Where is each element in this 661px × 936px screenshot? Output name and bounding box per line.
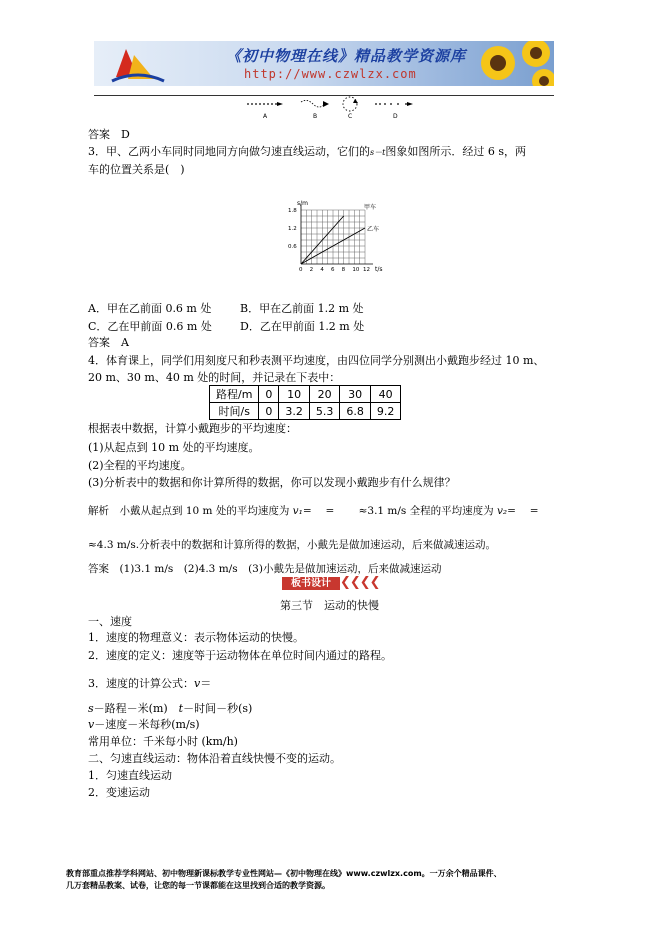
q3-option-a: A．甲在乙前面 0.6 m 处 xyxy=(88,302,212,315)
x-tick-label: 10 xyxy=(352,267,360,273)
q3-option-c: C．乙在甲前面 0.6 m 处 xyxy=(88,320,212,333)
symbol-t-text: －时间－秒(s) xyxy=(183,702,253,715)
table-row-label: 时间/s xyxy=(210,403,259,420)
table-cell: 30 xyxy=(340,386,371,403)
table-cell: 3.2 xyxy=(279,403,310,420)
q4-ask: 根据表中数据，计算小戴跑步的平均速度： xyxy=(88,422,297,435)
sunflower-icon xyxy=(474,41,554,86)
table-cell: 20 xyxy=(309,386,340,403)
logo-icon xyxy=(108,41,168,86)
figure-label-a: A xyxy=(263,113,268,120)
series-label-yi: 乙车 xyxy=(367,226,380,233)
st-graph xyxy=(284,198,384,278)
x-tick-label: 6 xyxy=(331,267,335,273)
symbol-v-text: －速度－米每秒(m/s) xyxy=(94,718,200,731)
figure-label-c: C xyxy=(348,113,353,120)
trajectory-d xyxy=(375,102,413,106)
x-tick-label: 0 xyxy=(299,267,303,273)
analysis-text-a: 解析 小戴从起点到 10 m 处的平均速度为 xyxy=(88,505,293,517)
formula-v: v xyxy=(194,677,201,690)
q3-text: 3．甲、乙两小车同时同地同方向做匀速直线运动，它们的 xyxy=(88,145,370,158)
q4-ask-3: (3)分析表中的数据和你计算所得的数据，你可以发现小戴跑步有什么规律？ xyxy=(88,476,456,489)
board-item-3-text: 3．速度的计算公式： xyxy=(88,677,194,690)
q4-ask-2: (2)全程的平均速度。 xyxy=(88,459,192,472)
figure-label-b: B xyxy=(313,113,318,120)
analysis-text-b: = = ≈3.1 m/s 全程的平均速度为 xyxy=(302,505,497,517)
symbol-s: s xyxy=(88,702,94,715)
table-cell: 40 xyxy=(370,386,401,403)
table-cell: 0 xyxy=(259,403,279,420)
q3-text-end: 图象如图所示．经过 6 s，两 xyxy=(385,145,526,158)
y-tick-label: 0.6 xyxy=(288,244,297,250)
x-tick-label: 12 xyxy=(363,267,370,273)
series-label-jia: 甲车 xyxy=(364,204,377,211)
table-cell: 9.2 xyxy=(370,403,401,420)
y-tick-label: 1.8 xyxy=(288,208,297,214)
chevrons-left-icon: ❮❮❮❮ xyxy=(340,575,380,590)
table-cell: 10 xyxy=(279,386,310,403)
x-tick-label: 8 xyxy=(341,267,346,273)
board-symbol-v xyxy=(88,716,200,732)
q3-answer: 答案 A xyxy=(88,336,129,349)
table-cell: 5.3 xyxy=(309,403,340,420)
record-table xyxy=(209,385,401,420)
banner-url: http://www.czwlzx.com xyxy=(244,67,417,81)
q4-analysis-line1 xyxy=(88,503,539,518)
table-cell: 0 xyxy=(259,386,279,403)
symbol-t: t xyxy=(178,702,184,715)
q4-line2: 20 m、30 m、40 m 处的时间，并记录在下表中： xyxy=(88,371,341,384)
analysis-v1: v₁ xyxy=(292,505,303,517)
x-tick-label: 4 xyxy=(320,267,324,273)
board-item-2: 2．速度的定义：速度等于运动物体在单位时间内通过的路程。 xyxy=(88,649,392,662)
footer-line-2: 几万套精品教案、试卷，让您的每一节课都能在这里找到合适的教学资源。 xyxy=(66,881,330,890)
banner-title: 《初中物理在线》精品教学资源库 xyxy=(226,47,467,65)
symbol-s-text: －路程－米(m) xyxy=(93,702,179,715)
symbol-v: v xyxy=(88,718,95,731)
table-row-distance xyxy=(210,386,401,403)
table-row-time xyxy=(210,403,401,420)
q4-analysis-line2: ≈4.3 m/s.分析表中的数据和计算所得的数据，小戴先是做加速运动，后来做减速运动。 xyxy=(88,539,497,551)
motion-trajectory-figure xyxy=(243,96,418,122)
trajectory-c xyxy=(343,97,358,111)
trajectory-b xyxy=(301,100,329,107)
board-sub-2: 2．变速运动 xyxy=(88,786,150,799)
trajectory-a xyxy=(247,102,283,106)
q3-line1 xyxy=(88,143,526,159)
q4-answer: 答案 (1)3.1 m/s (2)4.3 m/s (3)小戴先是做加速运动，后来做减速运动 xyxy=(88,563,442,575)
q3-option-d: D．乙在甲前面 1.2 m 处 xyxy=(240,320,365,333)
q4-line1: 4．体育课上，同学们用刻度尺和秒表测平均速度，由四位同学分别测出小戴跑步经过 10 m、 xyxy=(88,354,545,367)
q2-answer: 答案 D xyxy=(88,128,130,141)
formula-eq: ＝ xyxy=(200,677,212,690)
graph-xlabel: t/s xyxy=(375,266,383,273)
board-symbol-s-t xyxy=(88,700,252,716)
board-item-1: 1．速度的物理意义：表示物体运动的快慢。 xyxy=(88,631,304,644)
q3-line2: 车的位置关系是( ) xyxy=(88,163,185,176)
graph-grid xyxy=(301,210,365,264)
table-row-label: 路程/m xyxy=(210,386,259,403)
board-section-1: 一、速度 xyxy=(88,615,132,628)
header-banner xyxy=(94,41,554,86)
board-title: 第三节 运动的快慢 xyxy=(280,599,379,612)
q4-ask-1: (1)从起点到 10 m 处的平均速度。 xyxy=(88,441,260,454)
board-common-unit: 常用单位：千米每小时 (km/h) xyxy=(88,735,238,748)
footer-line-1: 教育部重点推荐学科网站、初中物理新课标教学专业性网站—《初中物理在线》www.czwlzx.com。一万余个精品课件、 xyxy=(66,869,502,878)
board-design-tag: 板书设计 xyxy=(282,577,340,590)
graph-ylabel: s/m xyxy=(297,200,308,207)
board-sub-1: 1．匀速直线运动 xyxy=(88,769,172,782)
q3-option-b: B．甲在乙前面 1.2 m 处 xyxy=(240,302,364,315)
analysis-v2: v₂ xyxy=(497,505,508,517)
analysis-text-c: = = xyxy=(507,505,539,517)
board-item-3 xyxy=(88,675,211,691)
y-tick-label: 1.2 xyxy=(288,226,297,232)
figure-label-d: D xyxy=(393,113,398,120)
q3-st: s－t xyxy=(370,148,386,157)
table-cell: 6.8 xyxy=(340,403,371,420)
x-tick-label: 2 xyxy=(309,267,314,273)
graph-ticks xyxy=(288,208,370,273)
board-section-2: 二、匀速直线运动：物体沿着直线快慢不变的运动。 xyxy=(88,752,341,765)
